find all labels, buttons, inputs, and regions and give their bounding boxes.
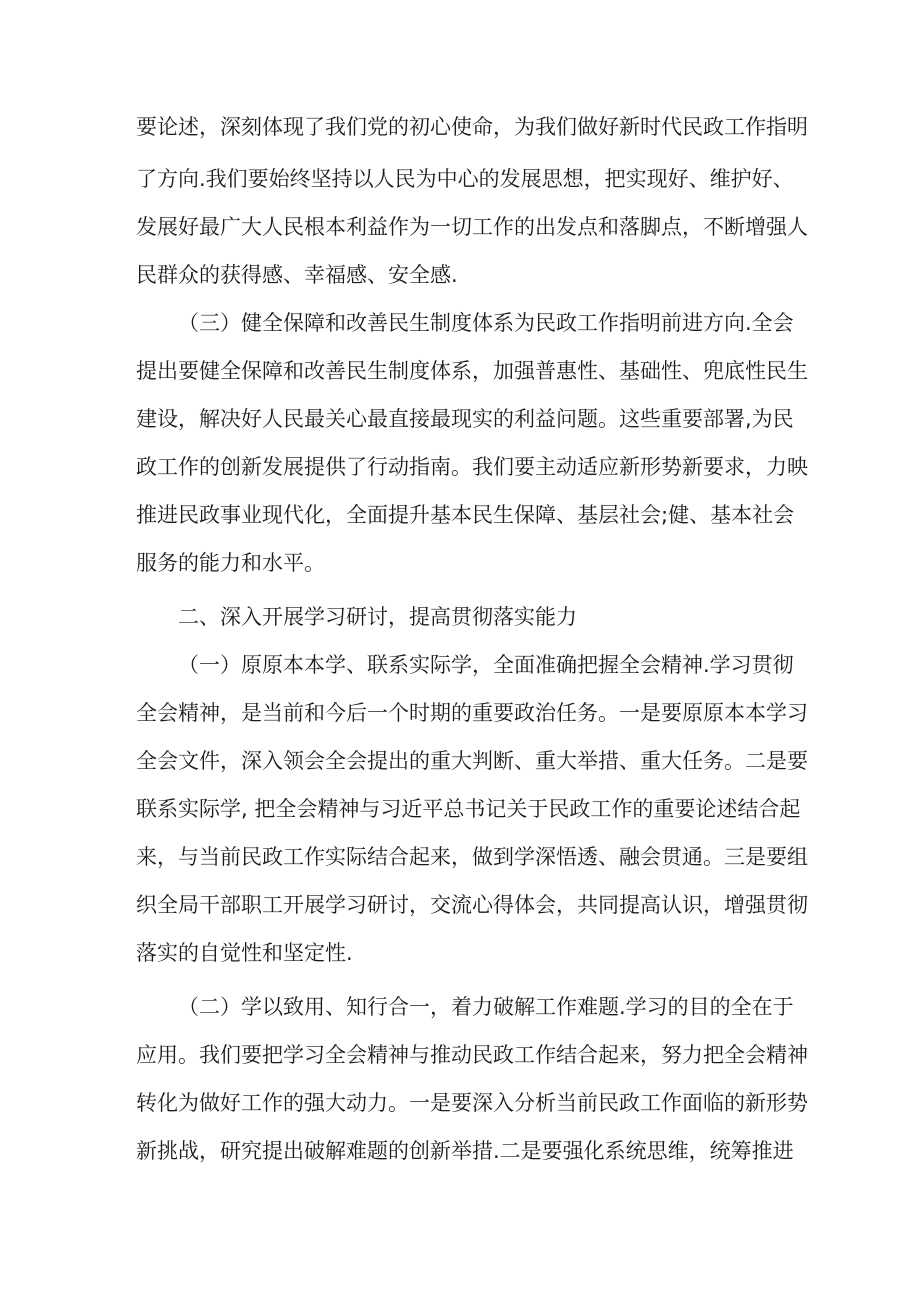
paragraph-line: 政工作的创新发展提供了行动指南。我们要主动适应新形势新要求，力映	[136, 455, 808, 479]
paragraph-line: 织全局干部职工开展学习研讨，交流心得体会，共同提高认识，增强贯彻	[136, 893, 808, 917]
paragraph-line: 民群众的获得感、幸福感、安全感.	[136, 263, 458, 287]
paragraph-line: 服务的能力和水平。	[136, 551, 325, 575]
paragraph-line: 应用。我们要把学习全会精神与推动民政工作结合起来，努力把全会精神	[136, 1043, 808, 1067]
paragraph-line: 新挑战，研究提出破解难题的创新举措.二是要强化系统思维，统筹推进	[136, 1139, 794, 1163]
paragraph-line: 联系实际学, 把全会精神与习近平总书记关于民政工作的重要论述结合起	[136, 797, 801, 821]
paragraph-line: 建设，解决好人民最关心最直接最现实的利益问题。这些重要部署,为民	[136, 407, 794, 431]
paragraph-line: （二）学以致用、知行合一，着力破解工作难题.学习的目的全在于	[178, 995, 794, 1019]
paragraph-line: （三）健全保障和改善民生制度体系为民政工作指明前进方向.全会	[178, 311, 794, 335]
paragraph-line: 发展好最广大人民根本利益作为一切工作的出发点和落脚点，不断增强人	[136, 215, 808, 239]
paragraph-line: 落实的自觉性和坚定性.	[136, 941, 353, 965]
paragraph-line: 全会精神，是当前和今后一个时期的重要政治任务。一是要原原本本学习	[136, 701, 808, 725]
paragraph-line: 推进民政事业现代化，全面提升基本民生保障、基层社会;健、基本社会	[136, 503, 795, 527]
paragraph-line: 全会文件，深入领会全会提出的重大判断、重大举措、重大任务。二是要	[136, 749, 808, 773]
paragraph-line: 了方向.我们要始终坚持以人民为中心的发展思想，把实现好、维护好、	[136, 167, 794, 191]
paragraph-line: 要论述，深刻体现了我们党的初心使命，为我们做好新时代民政工作指明	[136, 115, 808, 139]
paragraph-line: 来，与当前民政工作实际结合起来，做到学深悟透、融会贯通。三是要组	[136, 845, 808, 869]
paragraph-line: 提出要健全保障和改善民生制度体系，加强普惠性、基础性、兜底性民生	[136, 359, 808, 383]
paragraph-line: 转化为做好工作的强大动力。一是要深入分析当前民政工作面临的新形势	[136, 1091, 808, 1115]
paragraph-line: （一）原原本本学、联系实际学，全面准确把握全会精神.学习贯彻	[178, 653, 794, 677]
section-heading: 二、深入开展学习研讨，提高贯彻落实能力	[178, 605, 577, 629]
